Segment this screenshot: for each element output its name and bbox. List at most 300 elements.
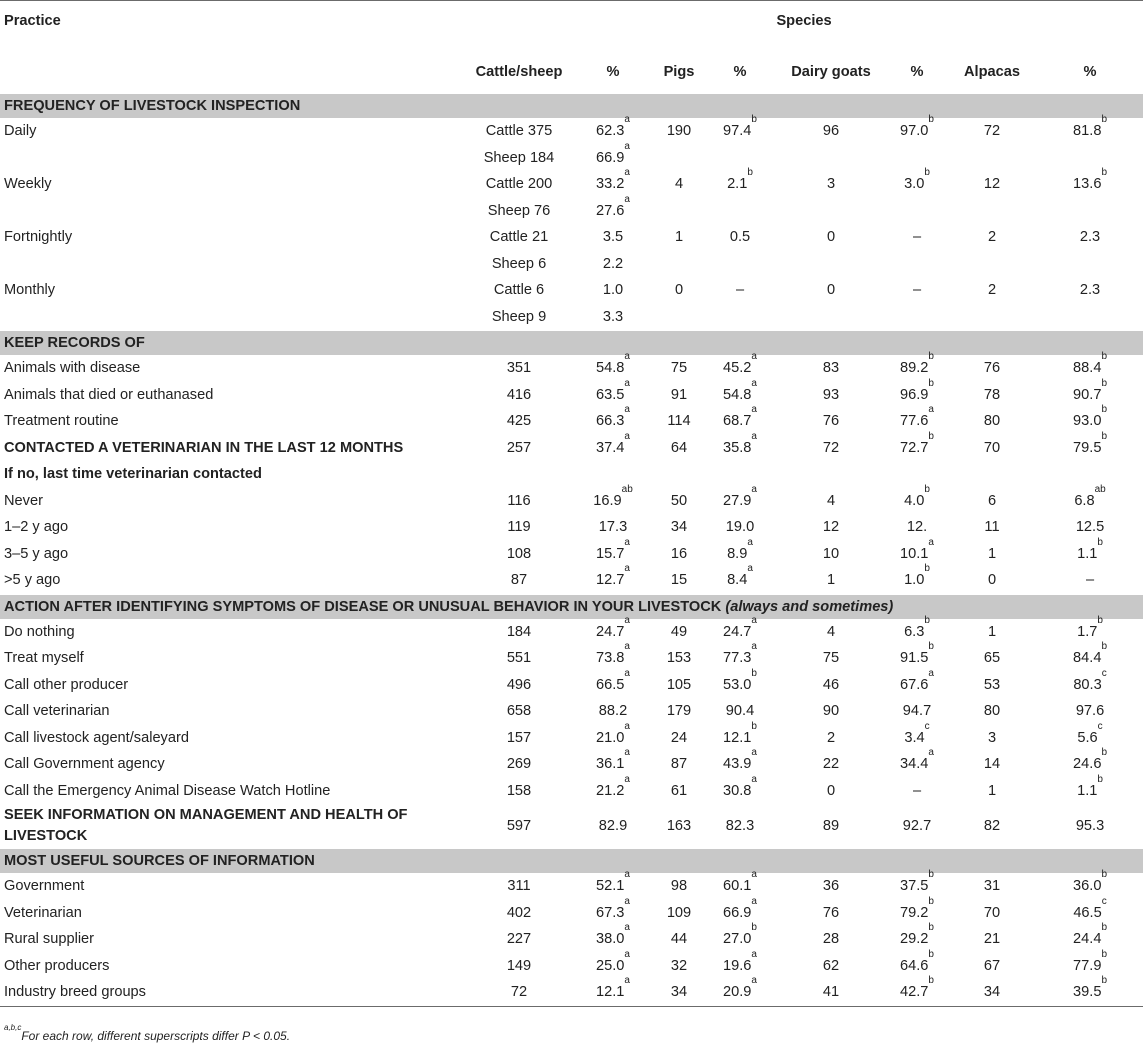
table-cell [653,979,705,1006]
cell-value: 0 [826,282,836,299]
cell-superscript: b [928,430,934,442]
table-cell [573,869,653,900]
cell-value: 31 [983,878,1001,895]
cell-value: 149 [506,957,532,974]
table-cell [947,304,1037,331]
section-header-row [0,331,1143,356]
cell-value: 658 [506,703,532,720]
table-cell [1037,404,1143,435]
table-cell [573,698,653,725]
table-cell [653,778,705,805]
table-row [0,514,1143,541]
table-cell [775,118,887,145]
table-cell [775,778,887,805]
table-cell [705,377,775,409]
cell-value: 82.3 [725,818,755,834]
table-cell [1037,948,1143,980]
cell-value: 46.5 [1073,904,1102,921]
cell-value: 38.0 [596,931,625,948]
table-cell [653,926,705,953]
cell-value: 4 [674,176,684,193]
table-cell [1037,514,1143,541]
table-cell [653,224,705,251]
cell-superscript: b [1097,773,1103,785]
cell-superscript: a [624,641,630,653]
table-cell [465,619,573,646]
cell-value: 77.9 [1073,957,1102,974]
cell-value: 80.3 [1073,676,1102,693]
cell-superscript: b [928,922,934,934]
table-cell [573,747,653,778]
cell-value: 20.9 [723,984,752,1001]
cell-value: 1.0 [602,282,624,299]
table-cell [653,382,705,409]
table-cell [705,614,775,646]
cell-value: 2.3 [1079,229,1101,246]
cell-superscript: b [1097,614,1103,626]
table-cell [887,351,947,382]
table-cell [775,698,887,725]
cell-value: 88.4 [1073,360,1102,377]
cell-value: 179 [666,703,692,720]
cell-value: 34 [670,519,688,536]
cell-value: 13.6 [1073,176,1102,193]
cell-value: 61 [670,782,688,799]
table-cell [465,979,573,1006]
cell-value: 2 [987,282,997,299]
cell-value: 62.3 [596,123,625,140]
cell-value: 68.7 [723,413,752,430]
table-cell [947,541,1037,568]
table-cell [653,277,705,304]
table-cell [1037,869,1143,900]
cell-value: – [912,229,922,246]
cell-superscript: c [924,720,930,732]
cell-value: 72 [510,984,528,1001]
table-cell [465,725,573,752]
table-cell [947,725,1037,752]
cell-superscript: b [1097,536,1103,548]
table-cell [465,408,573,435]
row-label: Fortnightly [4,229,73,246]
cell-value: 96.9 [900,386,929,403]
table-cell [573,304,653,331]
cell-superscript: b [928,895,934,907]
table-cell [947,900,1037,927]
cell-value: Cattle 200 [485,176,553,193]
cell-value: 73.8 [596,650,625,667]
table-cell [465,804,573,849]
table-cell [1037,198,1143,225]
cell-value: Cattle 375 [485,123,553,140]
table-cell [653,645,705,672]
table-cell [775,304,887,331]
cell-value: 16 [670,545,688,562]
cell-value: 3.4 [904,729,925,746]
cell-superscript: b [1101,430,1107,442]
table-cell [705,251,775,278]
cell-value: 10 [822,545,840,562]
table-cell [465,461,573,488]
cell-value: 36.0 [1073,878,1102,895]
row-label: 3–5 y ago [4,545,69,562]
table-cell [775,488,887,515]
cell-value: 79.2 [900,904,929,921]
table-cell [465,118,573,145]
table-cell [573,351,653,382]
table-cell [1037,747,1143,778]
cell-value: 17.3 [598,519,628,536]
cell-value: 21.2 [596,782,625,799]
cell-value: 4.0 [904,492,925,509]
row-label: Call livestock agent/saleyard [4,729,189,746]
table-cell [1037,145,1143,172]
cell-value: 41 [822,984,840,1001]
table-cell [1037,167,1143,198]
cell-value: 1.7 [1077,623,1098,640]
cell-value: 77.3 [723,650,752,667]
cell-value: 0 [826,229,836,246]
column-header: % [1083,64,1097,80]
cell-value: Cattle 21 [489,229,549,246]
table-cell [775,408,887,435]
table-cell [705,198,775,225]
table-cell [653,804,705,849]
cell-value: 12. [906,519,928,536]
table-cell [465,382,573,409]
cell-value: 2 [987,229,997,246]
cell-value: 36 [822,878,840,895]
table-cell [465,277,573,304]
row-label: Treatment routine [4,413,119,430]
table-cell [947,408,1037,435]
table-cell [887,536,947,568]
cell-value: 45.2 [723,360,752,377]
cell-value: 93 [822,386,840,403]
cell-value: 52.1 [596,878,625,895]
table-cell [947,145,1037,172]
table-cell [887,922,947,953]
table-cell [705,224,775,251]
table-cell [1037,351,1143,382]
table-cell [947,461,1037,488]
cell-value: 21.0 [596,729,625,746]
cell-value: 1 [987,623,997,640]
cell-superscript: b [928,948,934,960]
cell-value: 89 [822,818,840,834]
table-cell [775,645,887,672]
table-cell [947,953,1037,980]
table-cell [775,751,887,778]
cell-value: 269 [506,756,532,773]
cell-value: – [912,782,922,799]
table-row [0,698,1143,725]
table-cell [947,567,1037,594]
cell-superscript: b [751,114,757,126]
cell-value: 72 [822,439,840,456]
cell-value: 10.1 [900,545,929,562]
table-cell [573,773,653,805]
table-row [0,224,1143,251]
row-label: Rural supplier [4,931,95,948]
table-cell [887,224,947,251]
cell-superscript: a [624,948,630,960]
section-header-row [0,594,1143,619]
cell-superscript: a [928,667,934,679]
table-cell [465,926,573,953]
cell-superscript: b [924,483,930,495]
table-row [0,408,1143,435]
row-label: SEEK INFORMATION ON MANAGEMENT AND HEALTH OF LIVESTOCK [4,807,408,844]
table-cell [705,461,775,488]
cell-value: 1 [674,229,684,246]
cell-value: 87 [510,572,528,589]
cell-value: 70 [983,904,1001,921]
section-title [0,849,1143,874]
table-cell [573,948,653,980]
table-cell [1037,567,1143,594]
table-cell [465,304,573,331]
table-cell [465,645,573,672]
practice-header: Practice [4,13,61,29]
table-cell [947,382,1037,409]
table-cell [775,461,887,488]
table-cell [887,747,947,778]
cell-value: 12 [983,176,1001,193]
table-cell [705,351,775,382]
table-cell [775,672,887,699]
cell-superscript: b [1101,922,1107,934]
table-cell [705,536,775,568]
cell-value: 190 [666,123,692,140]
cell-value: 116 [507,492,531,509]
cell-value: 66.9 [596,149,625,166]
table-cell [775,171,887,198]
cell-value: 3 [987,729,997,746]
table-cell [653,435,705,462]
cell-value: 3 [826,176,836,193]
table-cell [947,672,1037,699]
table-cell [465,698,573,725]
cell-value: 15.7 [596,545,625,562]
cell-value: 76 [822,904,840,921]
table-cell [573,404,653,435]
cell-value: 24.7 [723,623,752,640]
cell-superscript: c [1097,720,1103,732]
table-cell [887,377,947,409]
cell-value: – [1085,572,1095,589]
row-label: Veterinarian [4,904,82,921]
cell-value: 44 [670,931,688,948]
cell-value: 90 [822,703,840,720]
cell-superscript: b [928,869,934,881]
table-cell [653,514,705,541]
row-label: If no, last time veterinarian contacted [4,466,262,483]
row-label: Never [4,492,43,509]
table-cell [653,725,705,752]
table-cell [465,751,573,778]
table-cell [465,488,573,515]
cell-value: 2 [826,729,836,746]
table-cell [947,619,1037,646]
cell-value: 5.6 [1077,729,1098,746]
cell-superscript: a [624,536,630,548]
cell-superscript: b [1101,747,1107,759]
table-cell [573,614,653,646]
table-cell [887,895,947,927]
section-title [0,594,1143,619]
table-cell [465,514,573,541]
table-cell [947,751,1037,778]
cell-value: 24.7 [596,623,625,640]
table-row [0,304,1143,331]
table-row [0,145,1143,172]
table-cell [705,483,775,515]
cell-value: 64 [670,439,688,456]
table-cell [947,224,1037,251]
cell-superscript: a [751,641,757,653]
cell-value: 425 [506,413,532,430]
row-label [0,304,465,331]
table-cell [1037,895,1143,927]
section-title [0,94,1143,119]
cell-value: 22 [822,756,840,773]
cell-value: 109 [666,904,692,921]
table-cell [1037,720,1143,752]
table-cell [1037,461,1143,488]
header-row-2 [0,51,1143,94]
table-cell [465,900,573,927]
cell-value: 83 [822,360,840,377]
table-cell [947,355,1037,382]
cell-value: 34.4 [900,756,929,773]
cell-value: 1 [987,782,997,799]
section-title-text: ACTION AFTER IDENTIFYING SYMPTOMS OF DISEASE OR UNUSUAL BEHAVIOR IN YOUR LIVESTOCK [4,598,722,615]
table-cell [947,488,1037,515]
cell-value: 95.3 [1075,818,1105,834]
table-cell [465,873,573,900]
table-cell [775,251,887,278]
table-row [0,725,1143,752]
cell-superscript: a [751,948,757,960]
cell-value: 96 [822,123,840,140]
cell-value: 12.7 [596,572,625,589]
cell-value: 402 [506,904,532,921]
section-title-text: KEEP RECORDS OF [4,335,145,351]
table-row [0,461,1143,488]
table-cell [1037,922,1143,953]
table-cell [775,382,887,409]
cell-value: 416 [506,386,532,403]
table-cell [947,873,1037,900]
table-cell [653,118,705,145]
cell-value: 72.7 [900,439,929,456]
footnote-marks: a,b,c [4,1023,22,1032]
row-label: CONTACTED A VETERINARIAN IN THE LAST 12 MONTHS [4,439,404,456]
column-header: Pigs [663,64,695,80]
cell-value: 75 [670,360,688,377]
cell-superscript: a [747,563,753,575]
row-label: Animals that died or euthanased [4,386,214,403]
cell-value: 63.5 [596,386,625,403]
cell-value: 27.6 [596,202,625,219]
table-cell [775,277,887,304]
table-row [0,355,1143,382]
cell-superscript: b [747,167,753,179]
cell-value: 4 [826,623,836,640]
cell-value: 12.1 [723,729,752,746]
table-cell [573,483,653,515]
cell-value: Sheep 9 [491,308,547,325]
table-cell [705,804,775,849]
column-header: % [606,64,620,80]
table-cell [465,541,573,568]
cell-superscript: a [751,895,757,907]
table-cell [573,251,653,278]
table-cell [573,641,653,672]
table-row [0,435,1143,462]
table-cell [573,430,653,462]
section-header-row [0,94,1143,119]
cell-value: 46 [822,676,840,693]
cell-value: 2.3 [1079,282,1101,299]
table-cell [465,672,573,699]
cell-value: 4 [826,492,836,509]
cell-value: 28 [822,931,840,948]
cell-value: 3.5 [602,229,624,246]
cell-value: 496 [506,676,532,693]
table-cell [1037,641,1143,672]
table-cell [705,304,775,331]
cell-value: 97.0 [900,123,929,140]
cell-value: 75 [822,650,840,667]
table-cell [653,900,705,927]
cell-value: 62 [822,957,840,974]
cell-value: 91.5 [900,650,929,667]
table-cell [653,541,705,568]
cell-value: 53.0 [723,676,752,693]
table-cell [573,377,653,409]
table-cell [653,672,705,699]
cell-superscript: a [751,614,757,626]
table-cell [573,975,653,1006]
table-cell [705,641,775,672]
cell-value: 12 [822,519,840,536]
cell-superscript: a [624,747,630,759]
cell-value: 30.8 [723,782,752,799]
cell-value: 551 [506,650,532,667]
cell-superscript: b [751,922,757,934]
cell-superscript: a [624,140,630,152]
cell-superscript: a [928,536,934,548]
table-cell [705,869,775,900]
table-cell [465,435,573,462]
table-cell [1037,483,1143,515]
cell-value: 311 [507,878,531,895]
table-cell [573,277,653,304]
cell-value: 15 [670,572,688,589]
table-cell [1037,536,1143,568]
table-cell [887,514,947,541]
cell-value: 81.8 [1073,123,1102,140]
table-cell [775,514,887,541]
cell-value: 24.4 [1073,931,1102,948]
row-label: Animals with disease [4,360,141,377]
cell-superscript: b [1101,975,1107,987]
table-cell [887,720,947,752]
cell-superscript: a [624,377,630,389]
column-header: Dairy goats [791,64,871,80]
